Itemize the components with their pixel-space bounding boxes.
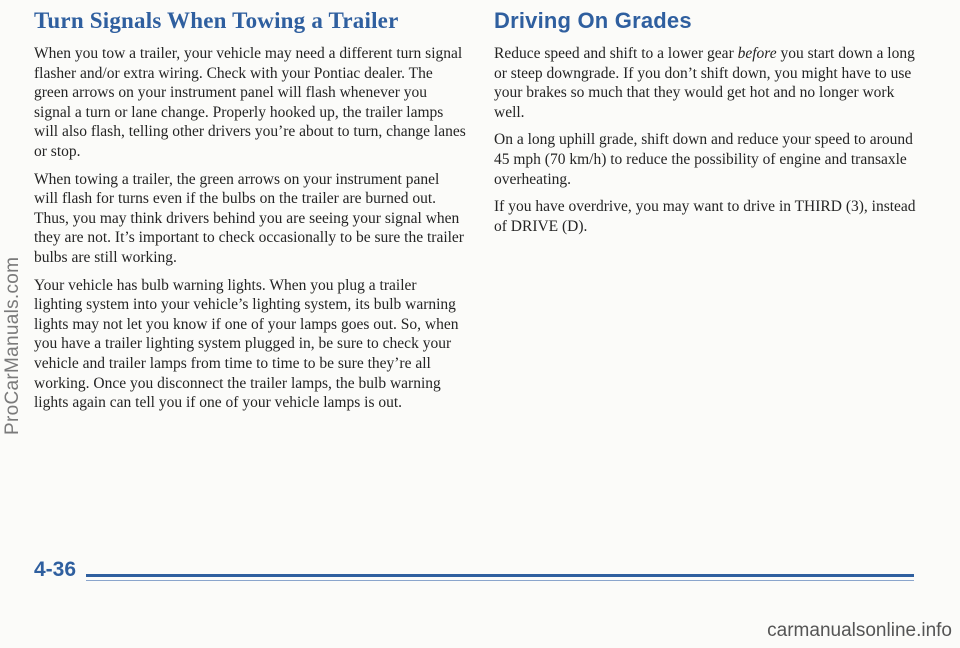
paragraph-grades-1 xyxy=(494,44,924,122)
left-column xyxy=(34,8,466,421)
right-column xyxy=(466,8,916,244)
section-heading-driving-on-grades: Driving On Grades xyxy=(494,8,692,33)
paragraph-1: When you tow a trailer, your vehicle may need a different turn signal flasher and/or extra wiring. Check with your Pontiac dealer. The green arrows on your instrument panel will flash whenever you signal a turn or lane change. Properly hooked up, the trailer lamps will also flash, telling other drivers you’re about to turn, change lanes or stop. xyxy=(34,45,466,160)
paragraph-grades-3: If you have overdrive, you may want to drive in THIRD (3), instead of DRIVE (D). xyxy=(494,198,916,235)
footer-rule xyxy=(86,574,914,577)
page-footer xyxy=(34,558,914,586)
p1-before: Reduce speed and shift to a lower gear xyxy=(494,45,738,62)
paragraph-grades-2: On a long uphill grade, shift down and reduce your speed to around 45 mph (70 km/h) to reduce the possibility of engine and transaxle overheating. xyxy=(494,131,913,188)
section-heading-turn-signals: Turn Signals When Towing a Trailer xyxy=(34,8,399,33)
p1-emphasis: before xyxy=(737,45,777,62)
paragraph-3: Your vehicle has bulb warning lights. When you plug a trailer lighting system into your vehicle’s lighting system, its bulb warning lights may not let you know if one of your lamps goes out. So, when you have a trailer lighting system plugged in, be sure to check your vehicle and trailer lamps from time to time to be sure they’re all working. Once you disconnect the trailer lamps, the bulb warning lights again can tell you if one of your vehicle lamps is out. xyxy=(34,276,459,412)
bottom-watermark: carmanualsonline.info xyxy=(767,620,952,641)
footer-rule-thin xyxy=(86,580,914,581)
page-number: 4-36 xyxy=(34,558,77,581)
p1-after: you start down a long or steep downgrade. If you don’t shift down, you might have to use your brakes so much that they would get hot and no longer work well. xyxy=(494,45,915,121)
side-watermark: ProCarManuals.com xyxy=(2,256,23,435)
paragraph-2: When towing a trailer, the green arrows on your instrument panel will flash for turns even if the bulbs on the trailer are burned out. Thus, you may think drivers behind you are seeing your signal when they are not. It’s important to check occasionally to be sure the trailer bulbs are still working. xyxy=(34,170,464,266)
